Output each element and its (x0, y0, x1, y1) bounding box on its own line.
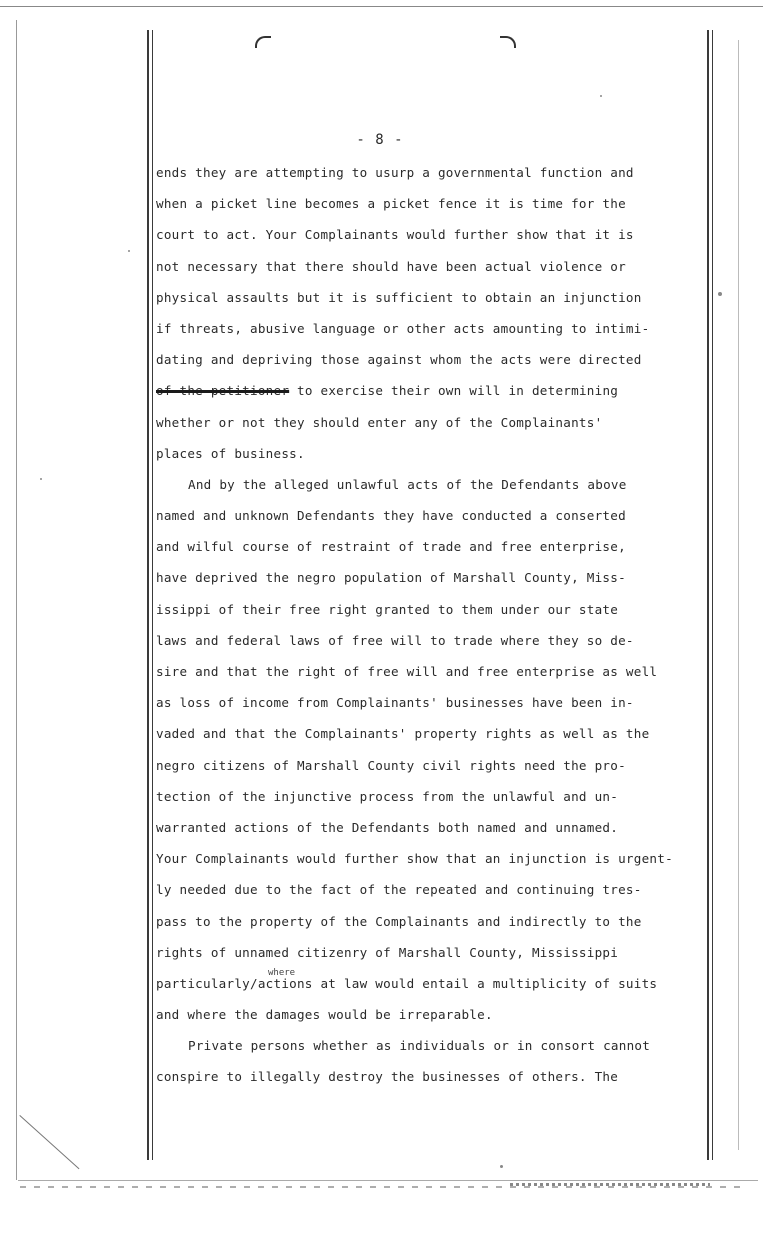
line-text: negro citizens of Marshall County civil rights need the pro- (156, 757, 626, 773)
text-line (156, 880, 716, 911)
line-text: vaded and that the Complainants' property rights as well as the (156, 726, 650, 742)
binder-corner-left (255, 36, 271, 48)
text-line (156, 475, 716, 506)
text-line (156, 787, 716, 818)
line-text: and wilful course of restraint of trade and free enterprise, (156, 539, 626, 555)
line-text: tection of the injunctive process from the unlawful and un- (156, 788, 619, 804)
page-number: - 8 - (356, 132, 404, 148)
text-line (156, 444, 716, 475)
text-line (156, 568, 716, 599)
line-text: sire and that the right of free will and free enterprise as well (156, 664, 658, 679)
line-text: named and unknown Defendants they have conducted a conserted (156, 508, 626, 524)
text-line (156, 381, 716, 412)
text-line (156, 163, 716, 194)
scan-speck (128, 250, 130, 252)
text-line (156, 350, 716, 381)
text-line (156, 849, 716, 880)
scan-artifact (20, 1186, 740, 1188)
line-text: conspire to illegally destroy the businesses of others. The (156, 1069, 619, 1085)
line-text: court to act. Your Complainants would further show that it is (156, 227, 634, 243)
scan-artifact (510, 1183, 710, 1186)
line-text: to exercise their own will in determining (297, 383, 619, 399)
text-line (156, 319, 716, 350)
left-margin-rule-inner (152, 30, 153, 1160)
text-line (156, 756, 716, 787)
text-line (156, 1005, 716, 1036)
left-outer-margin-line (16, 20, 17, 1180)
text-line (156, 225, 716, 256)
text-line (156, 1067, 716, 1098)
line-text: whether or not they should enter any of the Complainants' (156, 414, 603, 430)
body-text (156, 163, 716, 1099)
line-text: when a picket line becomes a picket fence it is time for the (156, 196, 626, 212)
line-text: And by the alleged unlawful acts of the Defendants above (188, 476, 627, 492)
text-line (156, 912, 716, 943)
line-text: as loss of income from Complainants' businesses have been in- (156, 695, 634, 711)
text-line (156, 537, 716, 568)
top-border (0, 6, 763, 7)
line-text: dating and depriving those against whom the acts were directed (156, 352, 642, 368)
line-text: physical assaults but it is sufficient to obtain an injunction (156, 289, 642, 305)
text-line (156, 662, 716, 693)
text-line (156, 974, 716, 1005)
scan-speck (500, 1165, 503, 1168)
line-text: not necessary that there should have been actual violence or (156, 258, 626, 274)
binder-corner-right (500, 36, 516, 48)
line-text: ly needed due to the fact of the repeated and continuing tres- (156, 882, 642, 898)
text-line (156, 818, 716, 849)
text-line (156, 724, 716, 755)
left-margin-rule (147, 30, 149, 1160)
text-line (156, 506, 716, 537)
bottom-rule (18, 1180, 758, 1181)
line-text: Your Complainants would further show that an injunction is urgent- (156, 851, 673, 867)
struck-text: of the petitioner (156, 383, 290, 399)
line-text: pass to the property of the Complainants and indirectly to the (156, 913, 642, 929)
line-text: warranted actions of the Defendants both named and unnamed. (156, 819, 619, 835)
scan-speck (600, 95, 602, 97)
line-text: laws and federal laws of free will to trade where they so de- (156, 632, 634, 648)
line-text: if threats, abusive language or other acts amounting to intimi- (156, 320, 650, 336)
text-line (156, 194, 716, 225)
line-text: particularly/actions at law would entail a multiplicity of suits (156, 975, 658, 991)
text-line (156, 693, 716, 724)
text-line (156, 1036, 716, 1067)
text-line (156, 257, 716, 288)
text-line (156, 600, 716, 631)
line-text: have deprived the negro population of Marshall County, Miss- (156, 570, 626, 586)
text-line (156, 943, 716, 974)
right-outer-margin-line (738, 40, 739, 1150)
line-text: rights of unnamed citizenry of Marshall County, Mississippi (156, 944, 619, 960)
line-text: ends they are attempting to usurp a governmental function and (156, 165, 634, 180)
text-line (156, 288, 716, 319)
line-text: issippi of their free right granted to them under our state (156, 601, 619, 617)
line-text: and where the damages would be irreparable. (156, 1007, 493, 1023)
scan-speck (718, 292, 722, 296)
line-text: places of business. (156, 445, 305, 461)
line-text: Private persons whether as individuals or in consort cannot (188, 1038, 651, 1054)
scan-speck (40, 478, 42, 480)
corner-diagonal-mark (19, 1115, 79, 1169)
text-line (156, 631, 716, 662)
interlinear-insert: where (268, 968, 296, 978)
text-line (156, 413, 716, 444)
